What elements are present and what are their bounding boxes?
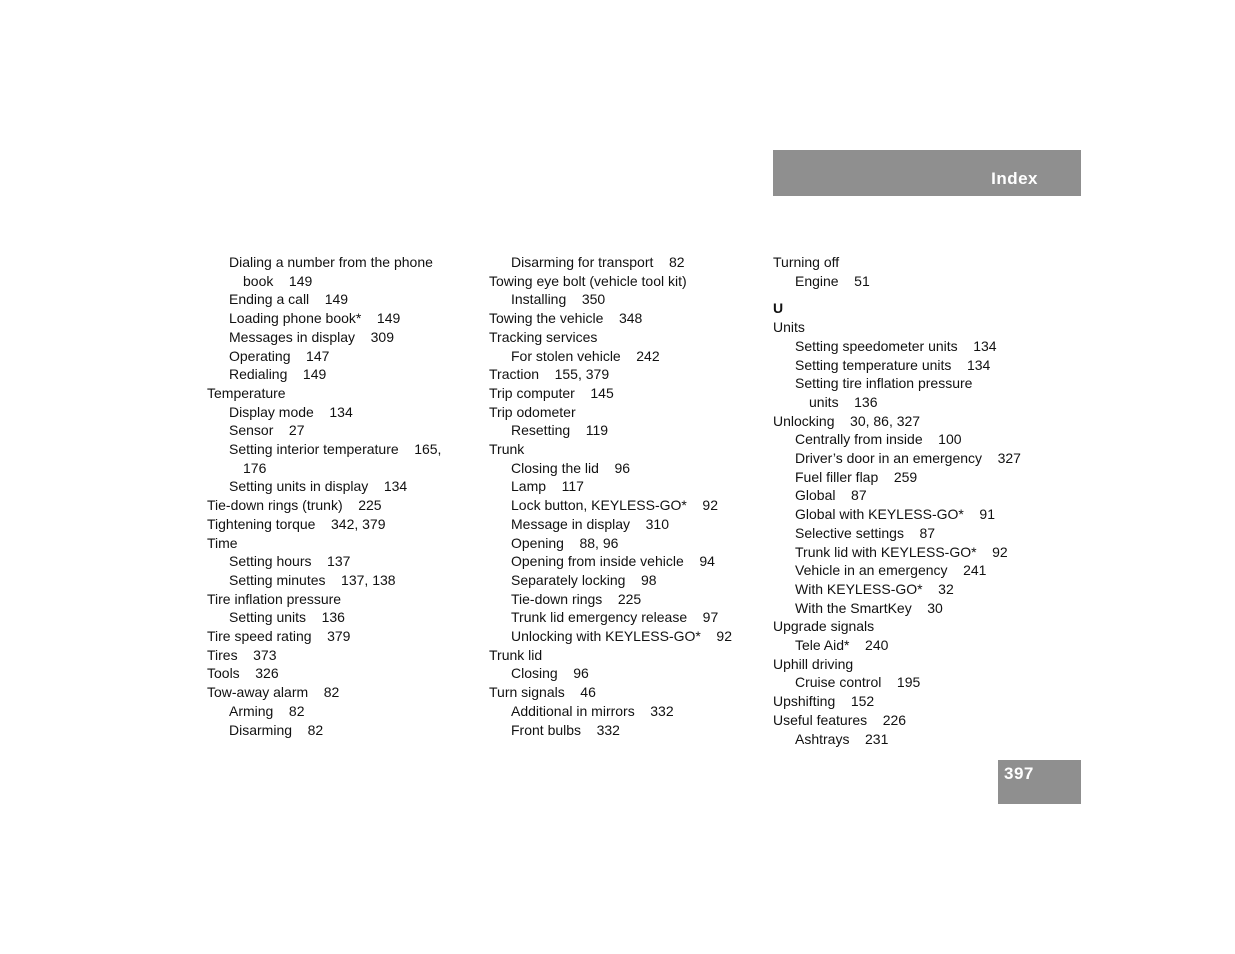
index-subentry: Additional in mirrors 332 <box>511 702 674 719</box>
index-subentry: Centrally from inside 100 <box>795 431 962 448</box>
index-subentry: Arming 82 <box>229 702 305 719</box>
index-subentry: With the SmartKey 30 <box>795 599 943 616</box>
index-subentry: Redialing 149 <box>229 366 327 383</box>
index-entry: Uphill driving <box>773 655 854 672</box>
index-subentry: Lamp 117 <box>511 478 584 495</box>
index-subentry: Setting tire inflation pressure <box>795 375 973 392</box>
index-subentry: Closing 96 <box>511 665 589 682</box>
index-entry: Tightening torque 342, 379 <box>207 515 386 532</box>
page-number-box <box>998 760 1081 804</box>
index-subentry: Setting speedometer units 134 <box>795 337 997 354</box>
index-entry: Unlocking 30, 86, 327 <box>773 412 921 429</box>
index-subentry: book 149 <box>243 272 313 289</box>
index-subentry: With KEYLESS-GO* 32 <box>795 580 954 597</box>
index-subentry: Dialing a number from the phone <box>229 254 433 270</box>
index-subentry: Lock button, KEYLESS-GO* 92 <box>511 497 718 514</box>
index-subentry: Setting interior temperature 165, <box>229 441 442 458</box>
index-subentry: Selective settings 87 <box>795 524 936 541</box>
index-subentry: Global with KEYLESS-GO* 91 <box>795 506 995 523</box>
index-subentry: Driver’s door in an emergency 327 <box>795 450 1021 467</box>
index-subentry: Setting minutes 137, 138 <box>229 571 396 588</box>
index-subentry: For stolen vehicle 242 <box>511 347 660 364</box>
index-subentry: Ashtrays 231 <box>795 730 889 747</box>
index-entry: Trip computer 145 <box>489 384 614 401</box>
index-entry: Traction 155, 379 <box>489 366 610 383</box>
index-subentry: Sensor 27 <box>229 422 305 439</box>
index-subentry: Setting temperature units 134 <box>795 356 991 373</box>
index-entry: Useful features 226 <box>773 711 907 728</box>
index-column-1 <box>207 253 467 739</box>
index-entry: Tire speed rating 379 <box>207 628 351 645</box>
index-subentry: Global 87 <box>795 487 867 504</box>
index-subentry: Setting units 136 <box>229 609 345 626</box>
index-subentry: Closing the lid 96 <box>511 459 631 476</box>
index-subentry: Ending a call 149 <box>229 291 349 308</box>
index-entry: Tow-away alarm 82 <box>207 684 340 701</box>
index-column-3 <box>773 253 1063 748</box>
index-subentry: Display mode 134 <box>229 403 353 420</box>
index-subentry: Unlocking with KEYLESS-GO* 92 <box>511 628 732 645</box>
index-subentry: Installing 350 <box>511 291 606 308</box>
index-letter-heading: U <box>773 300 784 317</box>
index-subentry: Tie-down rings 225 <box>511 590 642 607</box>
index-subentry: Separately locking 98 <box>511 571 657 588</box>
index-entry: Tools 326 <box>207 665 279 682</box>
index-entry: Upshifting 152 <box>773 693 875 710</box>
index-entry: Time <box>207 534 238 551</box>
index-column-2 <box>489 253 749 739</box>
index-subentry: Front bulbs 332 <box>511 721 620 738</box>
index-subentry: Messages in display 309 <box>229 328 394 345</box>
index-subentry: Cruise control 195 <box>795 674 921 691</box>
index-subentry: Trunk lid with KEYLESS-GO* 92 <box>795 543 1008 560</box>
index-header-bar <box>773 150 1081 196</box>
page-number: 397 <box>1004 764 1034 783</box>
index-subentry: Disarming 82 <box>229 721 324 738</box>
index-entry: Tires 373 <box>207 646 277 663</box>
index-subentry: Opening 88, 96 <box>511 534 619 551</box>
index-subentry: Opening from inside vehicle 94 <box>511 553 715 570</box>
index-subentry: Operating 147 <box>229 347 330 364</box>
page-title: Index <box>991 169 1038 188</box>
index-entry: Tracking services <box>489 328 598 345</box>
index-subentry: Message in display 310 <box>511 515 669 532</box>
index-subentry: Vehicle in an emergency 241 <box>795 562 987 579</box>
index-subentry: units 136 <box>809 393 878 410</box>
index-entry: Tire inflation pressure <box>207 590 342 607</box>
index-subentry: Trunk lid emergency release 97 <box>511 609 719 626</box>
index-entry: Trunk lid <box>489 646 543 663</box>
index-entry: Trunk <box>489 441 525 458</box>
index-entry: Temperature <box>207 384 286 401</box>
index-subentry: Loading phone book* 149 <box>229 310 401 327</box>
index-entry: Towing the vehicle 348 <box>489 310 643 327</box>
index-subentry: Disarming for transport 82 <box>511 254 685 270</box>
index-entry: Upgrade signals <box>773 618 875 635</box>
index-entry: Turn signals 46 <box>489 684 596 701</box>
index-subentry: 176 <box>243 459 267 476</box>
index-subentry: Fuel filler flap 259 <box>795 468 918 485</box>
index-subentry: Resetting 119 <box>511 422 609 439</box>
index-entry: Trip odometer <box>489 403 576 420</box>
index-entry: Turning off <box>773 254 840 270</box>
index-subentry: Setting units in display 134 <box>229 478 408 495</box>
index-subentry: Tele Aid* 240 <box>795 637 889 654</box>
index-entry: Towing eye bolt (vehicle tool kit) <box>489 272 687 289</box>
index-entry: Tie-down rings (trunk) 225 <box>207 497 382 514</box>
index-subentry: Setting hours 137 <box>229 553 351 570</box>
index-subentry: Engine 51 <box>795 272 870 289</box>
index-entry: Units <box>773 319 805 336</box>
